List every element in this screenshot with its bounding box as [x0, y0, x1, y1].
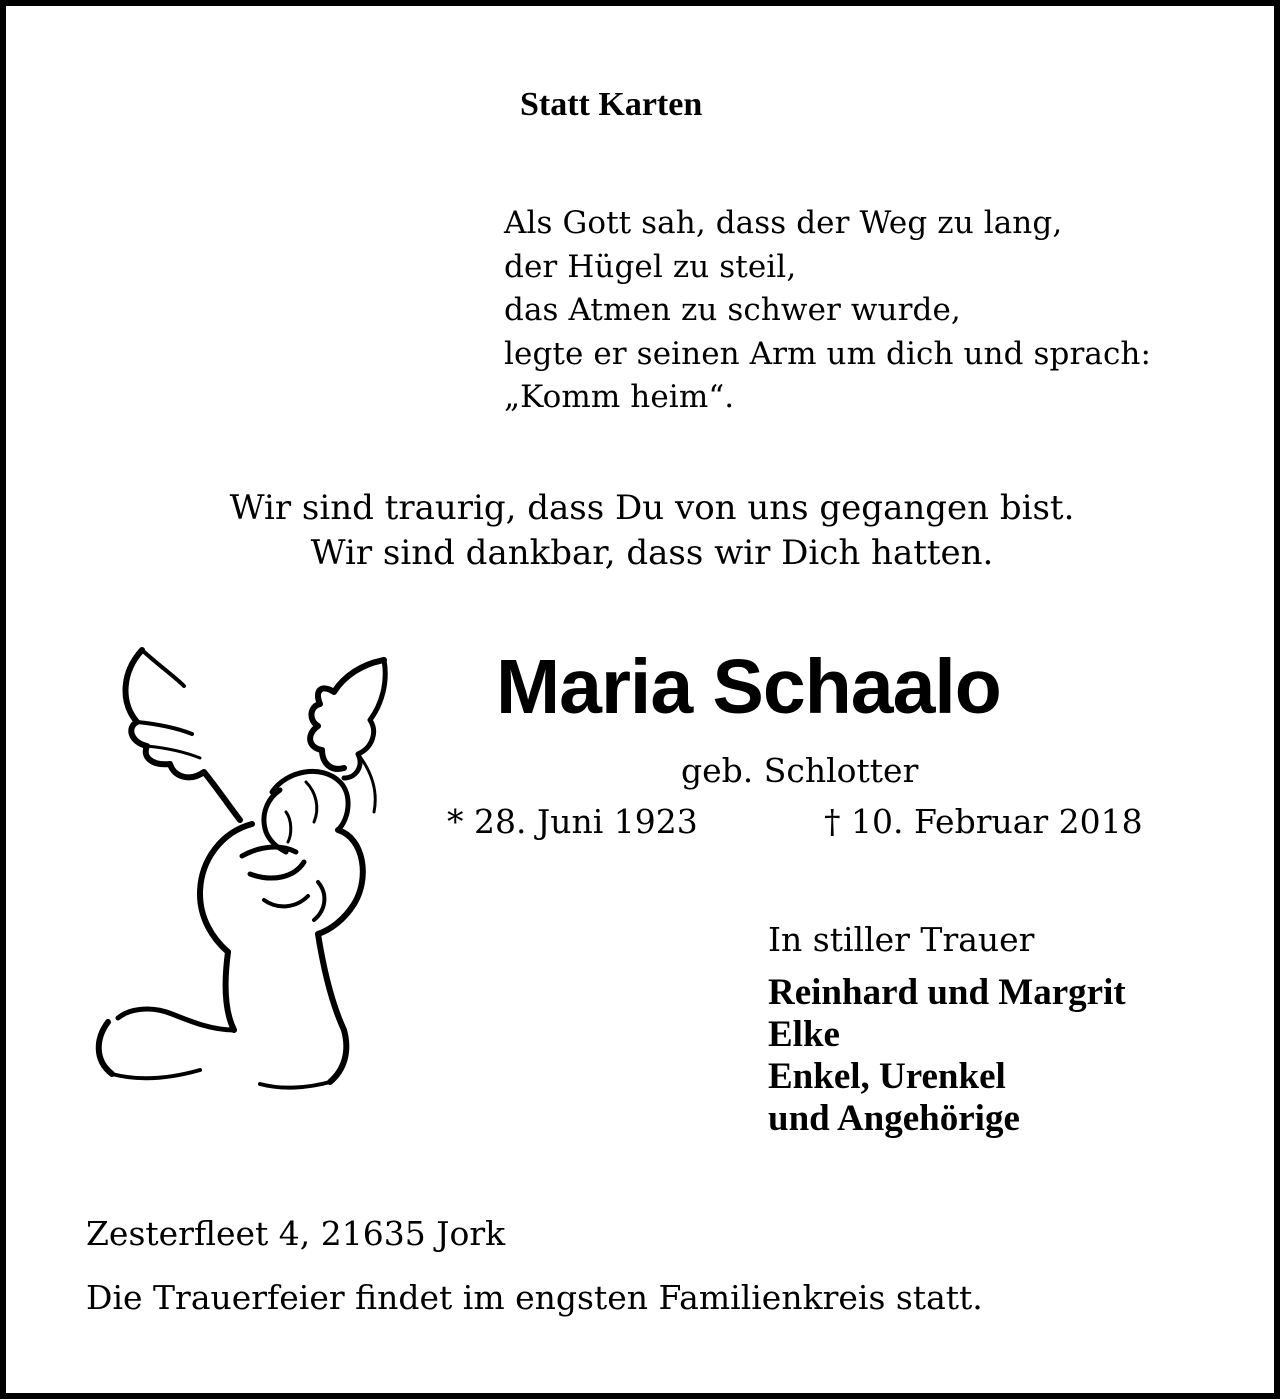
maiden-name: geb. Schlotter — [681, 751, 919, 790]
poem-line: der Hügel zu steil, — [504, 248, 797, 285]
mourner-entry: Enkel, Urenkel — [768, 1056, 1006, 1097]
birth-date: * 28. Juni 1923 — [447, 802, 698, 841]
poem-line: „Komm heim“. — [504, 379, 735, 415]
death-date: † 10. Februar 2018 — [824, 802, 1143, 841]
poem-line: legte er seinen Arm um dich und sprach: — [504, 335, 1152, 372]
deceased-name: Maria Schaalo — [496, 644, 1001, 730]
mourner-entry: Elke — [768, 1014, 840, 1055]
ceremony-note: Die Trauerfeier findet im engsten Familienkreis statt. — [86, 1278, 983, 1317]
sentiment — [6, 486, 1280, 576]
address: Zesterfleet 4, 21635 Jork — [86, 1214, 506, 1253]
mourners-list — [768, 972, 1126, 1140]
poem-line: Als Gott sah, dass der Weg zu lang, — [504, 205, 1063, 241]
sentiment-line: Wir sind dankbar, dass wir Dich hatten. — [310, 533, 994, 573]
mourner-entry: Reinhard und Margrit — [768, 972, 1126, 1013]
poem-line: das Atmen zu schwer wurde, — [504, 292, 961, 328]
notice-heading: Statt Karten — [520, 86, 703, 123]
mourning-intro: In stiller Trauer — [768, 920, 1035, 959]
kneeling-angel-icon — [82, 642, 412, 1092]
sentiment-line: Wir sind traurig, dass Du von uns gegangen bist. — [229, 488, 1075, 528]
mourner-entry: und Angehörige — [768, 1098, 1020, 1139]
poem — [504, 202, 1151, 420]
